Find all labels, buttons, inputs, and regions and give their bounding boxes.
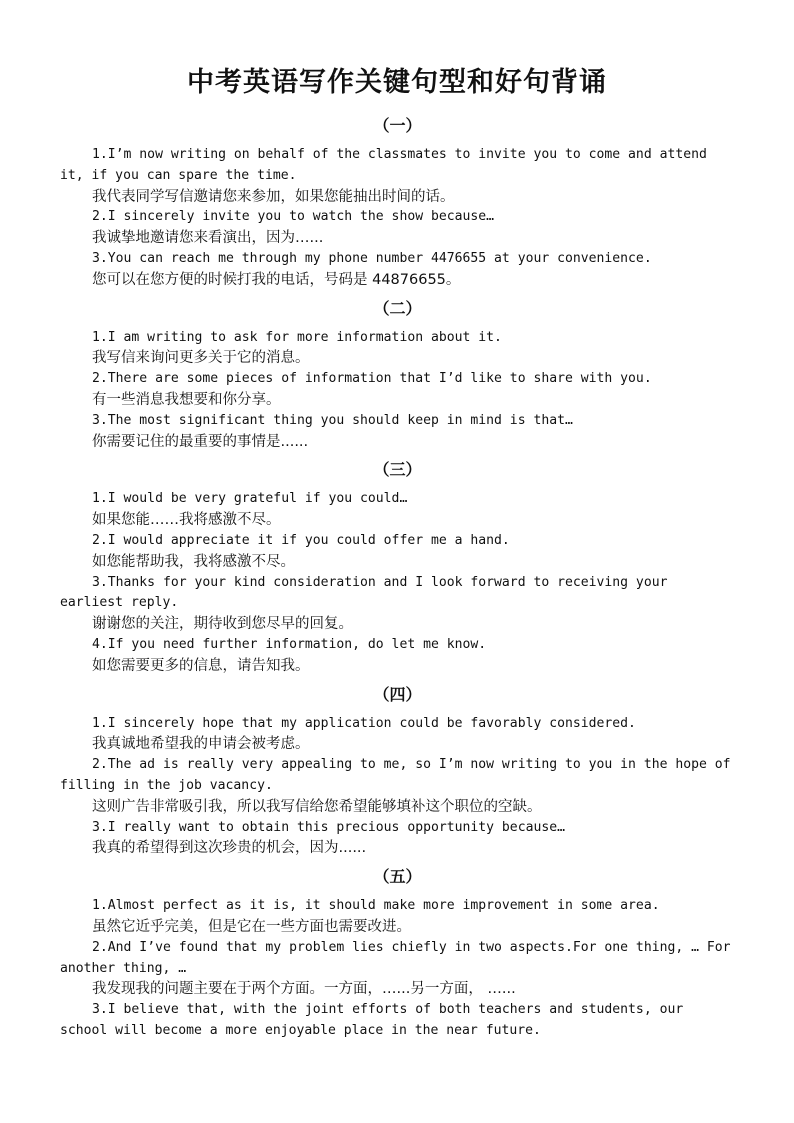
english-sentence: 3.I believe that, with the joint efforts of both teachers and students, our school will become a more enjoyable place in the near future.: [60, 1002, 684, 1038]
english-sentence: 2.I sincerely invite you to watch the show because…: [92, 209, 495, 225]
english-sentence: 1.I’m now writing on behalf of the classmates to invite you to come and attend it, if you can spare the time.: [60, 147, 707, 183]
english-sentence: 1.I would be very grateful if you could…: [92, 491, 408, 507]
english-sentence: 1.Almost perfect as it is, it should make more improvement in some area.: [92, 898, 660, 914]
chinese-translation: 我真诚地希望我的申请会被考虑。: [92, 736, 310, 753]
section-heading: （三）: [373, 460, 422, 480]
document-title: 中考英语写作关键句型和好句背诵: [187, 67, 607, 98]
chinese-translation: 如您需要更多的信息，请告知我。: [92, 657, 310, 674]
english-sentence: 3.The most significant thing you should keep in mind is that…: [92, 412, 573, 428]
chinese-translation: 我发现我的问题主要在于两个方面。一方面，…...另一方面， …...: [92, 981, 516, 998]
chinese-translation: 如果您能……我将感激不尽。: [92, 512, 281, 529]
english-sentence: 3.I really want to obtain this precious opportunity because…: [92, 819, 565, 835]
section-5: [60, 864, 735, 1042]
chinese-translation: 谢谢您的关注，期待收到您尽早的回复。: [92, 616, 353, 633]
english-sentence: 2.And I’ve found that my problem lies chiefly in two aspects.For one thing, … For another thing, …: [60, 939, 731, 976]
document-body: [60, 108, 735, 1042]
section-3: [60, 457, 735, 676]
chinese-translation: 我代表同学写信邀请您来参加，如果您能抽出时间的话。: [92, 188, 455, 205]
section-heading: （五）: [373, 867, 422, 887]
chinese-translation: 我写信来询问更多关于它的消息。: [92, 350, 310, 367]
chinese-translation: 我真的希望得到这次珍贵的机会，因为......: [92, 840, 367, 857]
chinese-translation: 虽然它近乎完美，但是它在一些方面也需要改进。: [92, 918, 411, 935]
section-4: [60, 682, 735, 860]
section-1: [60, 113, 735, 291]
chinese-translation: 如您能帮助我，我将感激不尽。: [92, 553, 295, 570]
english-sentence: 3.Thanks for your kind consideration and I look forward to receiving your earliest reply.: [60, 574, 668, 611]
section-heading: （四）: [373, 684, 422, 704]
english-sentence: 2.The ad is really very appealing to me, so I’m now writing to you in the hope of filling in the job vacancy.: [60, 757, 731, 793]
chinese-translation: 您可以在您方便的时候打我的电话，号码是 44876655。: [92, 271, 461, 288]
chinese-translation: 你需要记住的最重要的事情是......: [92, 433, 309, 450]
section-heading: （二）: [373, 298, 422, 318]
chinese-translation: 我诚挚地邀请您来看演出，因为…...: [92, 230, 324, 247]
english-sentence: 1.I am writing to ask for more information about it.: [92, 329, 502, 345]
chinese-translation: 这则广告非常吸引我，所以我写信给您希望能够填补这个职位的空缺。: [92, 798, 542, 815]
section-2: [60, 296, 735, 453]
section-heading: （一）: [373, 116, 422, 135]
english-sentence: 2.There are some pieces of information that I’d like to share with you.: [92, 371, 652, 387]
english-sentence: 3.You can reach me through my phone number 4476655 at your convenience.: [92, 250, 652, 266]
english-sentence: 1.I sincerely hope that my application could be favorably considered.: [92, 715, 636, 731]
english-sentence: 2.I would appreciate it if you could offer me a hand.: [92, 532, 510, 548]
chinese-translation: 有一些消息我想要和你分享。: [92, 391, 281, 408]
english-sentence: 4.If you need further information, do let me know.: [92, 636, 487, 652]
